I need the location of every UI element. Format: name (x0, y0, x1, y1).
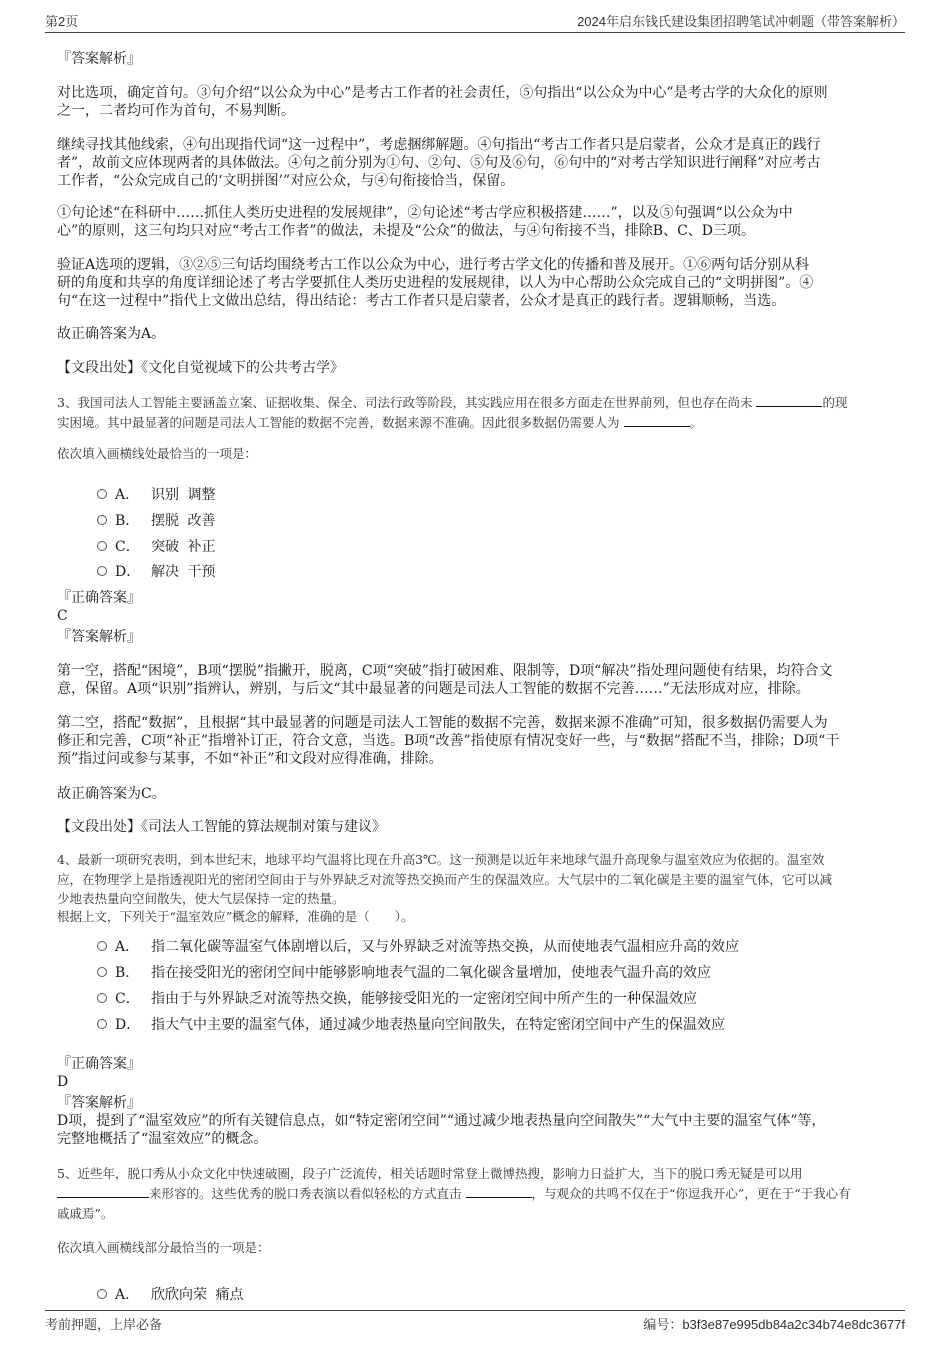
analysis-line: 完整地概括了“温室效应”的概念。 (57, 1131, 268, 1147)
stem-text: 。 (689, 415, 703, 430)
radio-button[interactable] (97, 993, 107, 1003)
stem-line (57, 393, 847, 413)
analysis-line: 继续寻找其他线索，④句出现指代词“这一过程中”，考虑捆绑解题。④句指出“考古工作者只是启蒙者，公众才是真正的践行 (57, 137, 821, 153)
analysis-line: 第二空，搭配“数据”，且根据“其中最显著的问题是司法人工智能的数据不完善，数据来源不准确”可知，很多数据仍需要人为 (57, 715, 828, 731)
radio-button[interactable] (97, 566, 107, 576)
question-stem (57, 1164, 851, 1224)
radio-button[interactable] (97, 489, 107, 499)
option-a[interactable] (97, 936, 739, 956)
stem-line: 4、最新一项研究表明，到本世纪末，地球平均气温将比现在升高3℃。这一预测是以近年来地球气温升高现象与温室效应为依据的。温室效 (57, 852, 825, 867)
option-letter: D． (115, 564, 141, 580)
analysis-line: ①句论述“在科研中……抓住人类历史进程的发展规律”，②句论述“考古学应积极搭建……”，以及⑤句强调“以公众为中 (57, 205, 793, 221)
analysis-line: 者”，故前文应体现两者的具体做法。④句之前分别为①句、②句、⑤句及⑥句，⑥句中的“对考古学知识进行阐释”对应考古 (57, 155, 821, 171)
analysis-line: 心”的原则，这三句均只对应“考古工作者”的做法，未提及“公众”的做法，与④句衔接不当，排除B、C、D三项。 (57, 223, 756, 239)
stem-line: 少地表热量向空间散失，使大气层保持一定的热量。 (57, 891, 345, 906)
option-text: 指大气中主要的温室气体，通过减少地表热量向空间散失，在特定密闭空间中产生的保温效应 (151, 1017, 725, 1033)
question-prompt: 依次填入画横线部分最恰当的一项是： (57, 1240, 270, 1255)
analysis-line: 之一，二者均可作为首句，不易判断。 (57, 103, 295, 119)
correct-answer: D (57, 1074, 69, 1090)
analysis-line: 工作者，“公众完成自己的‘文明拼图’”对应公众，与④句衔接恰当，保留。 (57, 173, 515, 189)
fill-blank (624, 413, 690, 427)
stem-text: 实困境。其中最显著的问题是司法人工智能的数据不完善，数据来源不准确。因此很多数据仍需要人为 (57, 415, 620, 430)
stem-text: 来形容的。这些优秀的脱口秀表演以看似轻松的方式直击 (149, 1186, 462, 1201)
stem-text: 的现 (822, 395, 848, 410)
analysis-line: 验证A选项的逻辑，③②⑤三句话均围绕考古工作以公众为中心，进行考古学文化的传播和普及展开。①⑥两句话分别从科 (57, 257, 810, 273)
analysis-paragraph (57, 84, 828, 120)
stem-line (57, 1184, 851, 1204)
fill-blank (466, 1184, 532, 1198)
fill-blank (57, 1184, 149, 1198)
option-text: 指在接受阳光的密闭空间中能够影响地表气温的二氧化碳含量增加，使地表气温升高的效应 (151, 965, 711, 981)
header-divider (45, 32, 905, 33)
conclusion: 故正确答案为C。 (57, 786, 166, 802)
radio-button[interactable] (97, 967, 107, 977)
fill-blank (756, 393, 822, 407)
stem-text: 3、我国司法人工智能主要涵盖立案、证据收集、保全、司法行政等阶段，其实践应用在很多方面走在世界前列，但也存在尚未 (57, 395, 753, 410)
option-letter: C． (115, 539, 140, 555)
answer-analysis-label: 『答案解析』 (57, 51, 141, 67)
analysis-paragraph (57, 662, 832, 698)
option-letter: B． (115, 965, 140, 981)
correct-answer-label: 『正确答案』 (57, 590, 141, 606)
option-text: 突破 补正 (151, 539, 216, 555)
code-value: b3f3e87e995db84a2c34b74e8dc3677f (682, 1317, 905, 1332)
radio-button[interactable] (97, 541, 107, 551)
footer-divider (45, 1310, 905, 1311)
analysis-paragraph (57, 136, 820, 190)
analysis-line: 句“在这一过程中”指代上文做出总结，得出结论：考古工作者只是启蒙者，公众才是真正的践行者。逻辑顺畅，当选。 (57, 293, 786, 309)
stem-text: ，与观众的共鸣不仅在于“你逗我开心”，更在于“于我心有 (531, 1186, 851, 1201)
document-code (643, 1314, 905, 1333)
question-prompt: 依次填入画横线处最恰当的一项是： (57, 446, 258, 461)
option-b[interactable] (97, 962, 711, 982)
option-letter: B． (115, 513, 140, 529)
option-letter: A． (115, 487, 140, 503)
analysis-paragraph (57, 204, 793, 240)
radio-button[interactable] (97, 515, 107, 525)
option-text: 识别 调整 (151, 487, 216, 503)
stem-line: 应，在物理学上是指透视阳光的密闭空间由于与外界缺乏对流等热交换而产生的保温效应。大气层中的二氧化碳是主要的温室气体，它可以减 (57, 872, 833, 887)
page-number: 第2页 (45, 14, 79, 29)
question-stem (57, 393, 847, 433)
radio-button[interactable] (97, 1289, 107, 1299)
stem-line: 戚戚焉”。 (57, 1206, 114, 1221)
question-stem (57, 850, 832, 926)
analysis-line: 预”指过问或参与某事，不如“补正”和文段对应得准确，排除。 (57, 751, 443, 767)
analysis-line: 第一空，搭配“困境”，B项“摆脱”指撇开，脱离，C项“突破”指打破困难、限制等，D项“解决”指处理问题使有结果，均符合文 (57, 663, 833, 679)
conclusion: 故正确答案为A。 (57, 326, 166, 342)
analysis-line: 对比选项，确定首句。③句介绍“以公众为中心”是考古工作者的社会责任，⑤句指出“以公众为中心”是考古学的大众化的原则 (57, 85, 828, 101)
analysis-line: 研的角度和共享的角度详细论述了考古学要抓住人类历史进程的发展规律，以人为中心帮助公众完成自己的“文明拼图”。④ (57, 275, 814, 291)
stem-line: 5、近些年，脱口秀从小众文化中快速破圈，段子广泛流传，相关话题时常登上微博热搜，影响力日益扩大，当下的脱口秀无疑是可以用 (57, 1166, 803, 1181)
correct-answer-label: 『正确答案』 (57, 1056, 141, 1072)
option-text: 摆脱 改善 (151, 513, 216, 529)
option-d[interactable] (97, 561, 215, 581)
option-letter: D． (115, 1017, 141, 1033)
option-c[interactable] (97, 988, 697, 1008)
option-a[interactable] (97, 1284, 243, 1304)
source-citation: 【文段出处】《文化自觉视域下的公共考古学》 (57, 360, 344, 376)
option-c[interactable] (97, 536, 215, 556)
stem-line: 根据上文，下列关于“温室效应”概念的解释，准确的是（ ）。 (57, 909, 414, 924)
analysis-paragraph (57, 714, 839, 768)
source-citation: 【文段出处】《司法人工智能的算法规制对策与建议》 (57, 819, 386, 835)
radio-button[interactable] (97, 941, 107, 951)
option-letter: A． (115, 1287, 140, 1303)
analysis-line: D项，提到了“温室效应”的所有关键信息点，如“特定密闭空间”“通过减少地表热量向空间散失”“大气中主要的温室气体”等， (57, 1113, 826, 1129)
option-d[interactable] (97, 1014, 725, 1034)
analysis-paragraph (57, 256, 813, 310)
stem-line (57, 413, 847, 433)
correct-answer: C (57, 608, 68, 624)
analysis-line: 修正和完善，C项“补正”指增补订正，符合文意，当选。B项“改善”指使原有情况变好一些，与“数据”搭配不当，排除；D项“干 (57, 733, 840, 749)
option-letter: A． (115, 939, 140, 955)
option-text: 解决 干预 (151, 564, 216, 580)
footer-slogan: 考前押题，上岸必备 (45, 1317, 163, 1332)
code-label: 编号： (643, 1317, 683, 1332)
analysis-paragraph (57, 1112, 825, 1148)
radio-button[interactable] (97, 1019, 107, 1029)
answer-analysis-label: 『答案解析』 (57, 629, 141, 645)
document-title: 2024年启东钱氏建设集团招聘笔试冲刺题（带答案解析） (577, 14, 905, 29)
option-text: 指由于与外界缺乏对流等热交换，能够接受阳光的一定密闭空间中所产生的一种保温效应 (151, 991, 697, 1007)
option-text: 欣欣向荣 痛点 (151, 1287, 244, 1303)
option-a[interactable] (97, 484, 215, 504)
analysis-line: 意，保留。A项“识别”指辨认，辨别，与后文“其中最显著的问题是司法人工智能的数据不完善……”无法形成对应，排除。 (57, 681, 810, 697)
option-text: 指二氧化碳等温室气体剧增以后，又与外界缺乏对流等热交换，从而使地表气温相应升高的效应 (151, 939, 739, 955)
answer-analysis-label: 『答案解析』 (57, 1095, 141, 1111)
option-b[interactable] (97, 510, 215, 530)
option-letter: C． (115, 991, 140, 1007)
